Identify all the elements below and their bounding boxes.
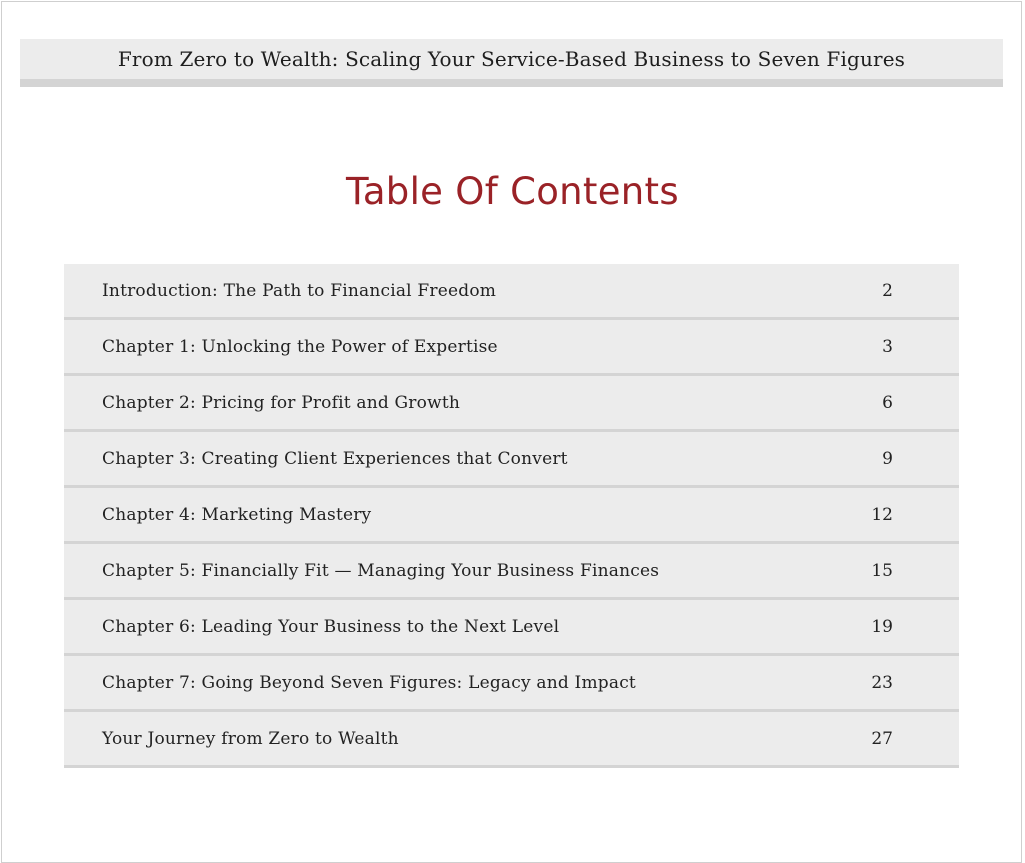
toc-entry-label: Your Journey from Zero to Wealth [102, 728, 399, 749]
toc-entry-page: 3 [882, 336, 893, 357]
toc-entry-label: Chapter 4: Marketing Mastery [102, 504, 372, 525]
toc-entry-page: 9 [882, 448, 893, 469]
toc-entry-page: 2 [882, 280, 893, 301]
toc-row[interactable] [64, 544, 959, 600]
toc-entry-label: Chapter 1: Unlocking the Power of Expertise [102, 336, 498, 357]
running-header [20, 39, 1003, 87]
toc-entry-page: 12 [871, 504, 893, 525]
toc-table [64, 264, 959, 768]
toc-heading: Table Of Contents [346, 170, 679, 213]
toc-entry-page: 23 [871, 672, 893, 693]
toc-row[interactable] [64, 488, 959, 544]
toc-entry-label: Introduction: The Path to Financial Freedom [102, 280, 497, 301]
document-page [1, 1, 1022, 863]
toc-entry-page: 27 [871, 728, 893, 749]
toc-entry-page: 19 [871, 616, 893, 637]
toc-row[interactable] [64, 376, 959, 432]
toc-row[interactable] [64, 656, 959, 712]
toc-entry-label: Chapter 6: Leading Your Business to the Next Level [102, 616, 560, 637]
toc-row[interactable] [64, 712, 959, 768]
toc-entry-label: Chapter 7: Going Beyond Seven Figures: Legacy and Impact [102, 672, 636, 693]
toc-entry-label: Chapter 2: Pricing for Profit and Growth [102, 392, 461, 413]
toc-entry-label: Chapter 5: Financially Fit — Managing Your Business Finances [102, 560, 660, 581]
toc-row[interactable] [64, 600, 959, 656]
running-header-title: From Zero to Wealth: Scaling Your Service-Based Business to Seven Figures [117, 47, 906, 71]
toc-entry-page: 6 [882, 392, 893, 413]
toc-entry-label: Chapter 3: Creating Client Experiences that Convert [102, 448, 568, 469]
toc-entry-page: 15 [871, 560, 893, 581]
toc-row[interactable] [64, 320, 959, 376]
toc-row[interactable] [64, 432, 959, 488]
toc-row[interactable] [64, 264, 959, 320]
